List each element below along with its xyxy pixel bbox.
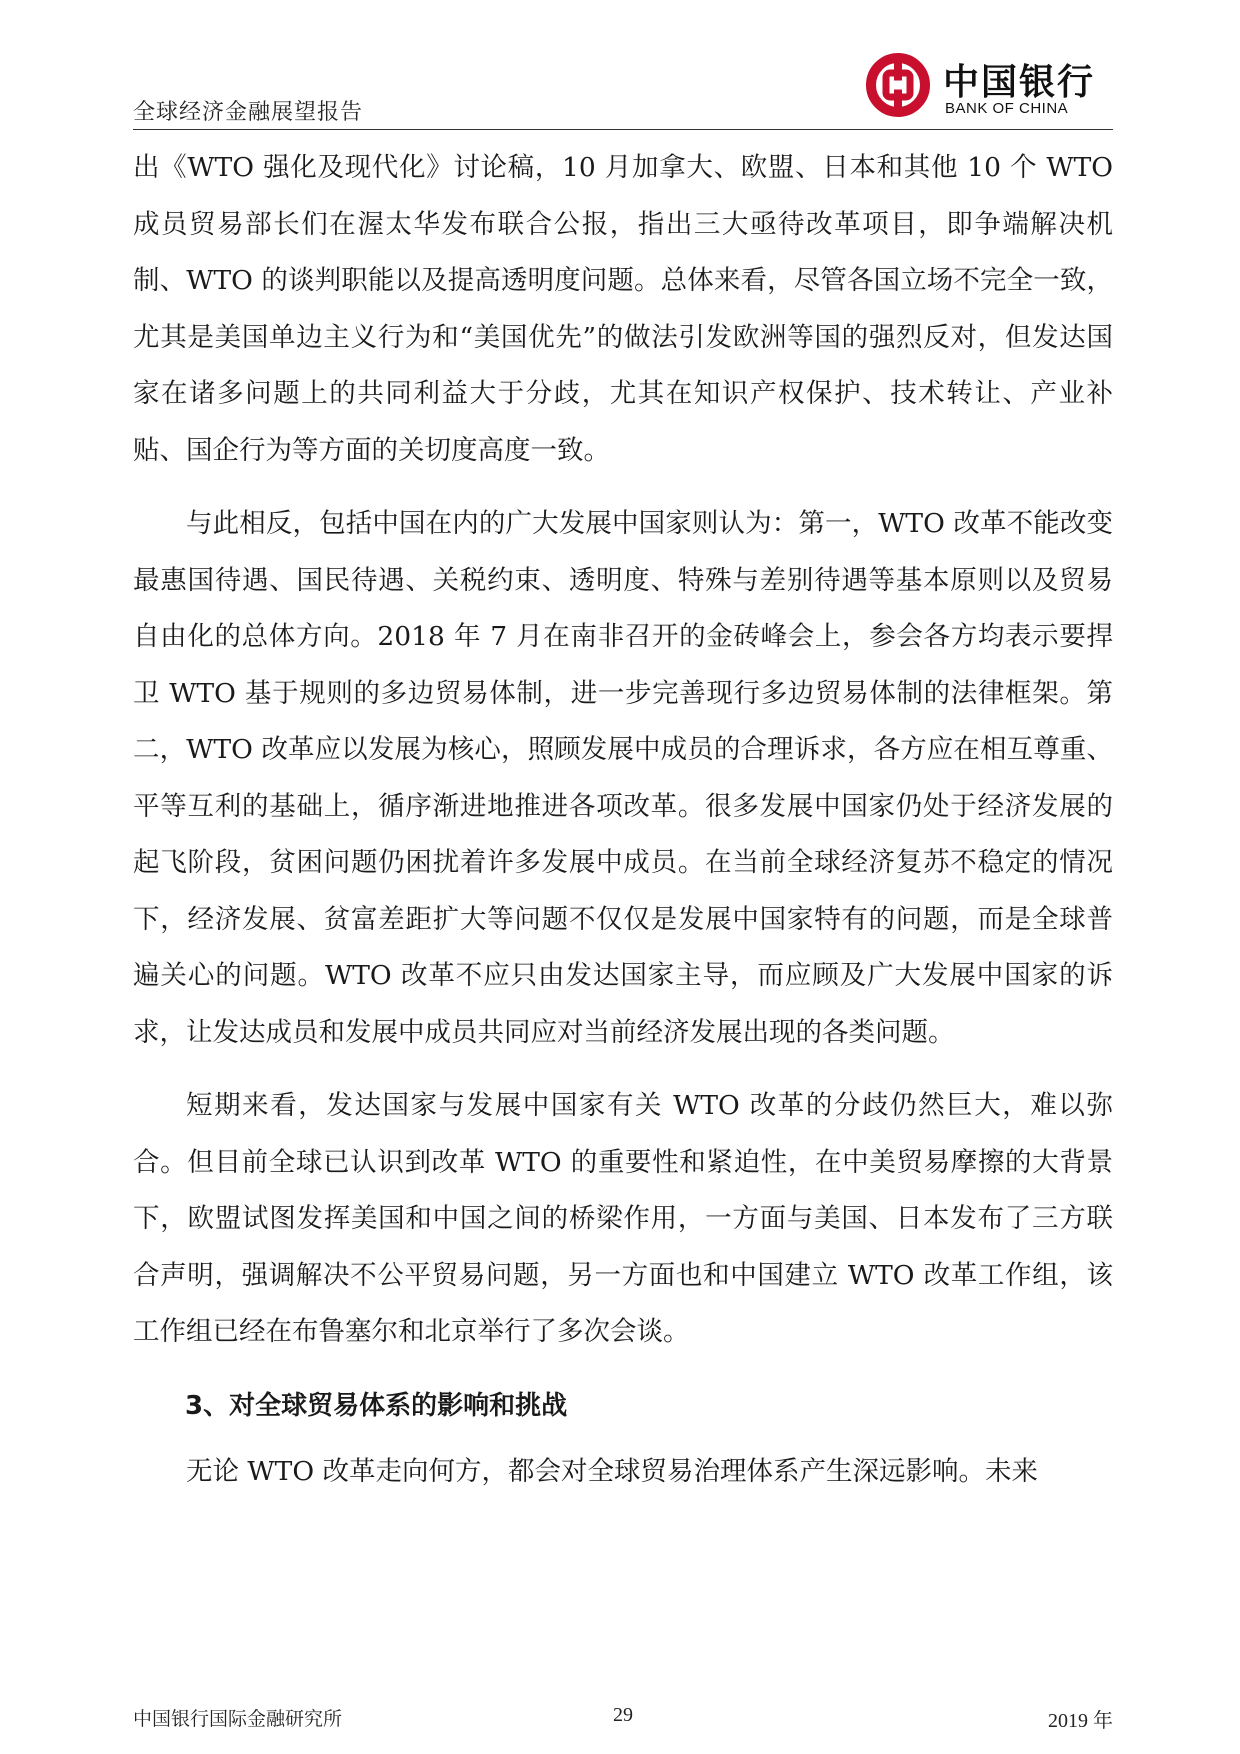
- bank-of-china-logo: [865, 52, 1113, 122]
- body-paragraph: 短期来看，发达国家与发展中国家有关 WTO 改革的分歧仍然巨大，难以弥合。但目前全球已认识到改革 WTO 的重要性和紧迫性，在中美贸易摩擦的大背景下，欧盟试图发挥美国和中国之间的桥梁作用，一方面与美国、日本发布了三方联合声明，强调解决不公平贸易问题，另一方面也和中国建立 WTO 改革工作组，该工作组已经在布鲁塞尔和北京举行了多次会谈。: [133, 1090, 1113, 1347]
- body-paragraph: 与此相反，包括中国在内的广大发展中国家则认为：第一，WTO 改革不能改变最惠国待遇、国民待遇、关税约束、透明度、特殊与差别待遇等基本原则以及贸易自由化的总体方向。2018 年 7 月在南非召开的金砖峰会上，参会各方均表示要捍卫 WTO 基于规则的多边贸易体制，进一步完善现行多边贸易体制的法律框架。第二，WTO 改革应以发展为核心，照顾发展中成员的合理诉求，各方应在相互尊重、平等互利的基础上，循序渐进地推进各项改革。很多发展中国家仍处于经济发展的起飞阶段，贫困问题仍困扰着许多发展中成员。在当前全球经济复苏不稳定的情况下，经济发展、贫富差距扩大等问题不仅仅是发展中国家特有的问题，而是全球普遍关心的问题。WTO 改革不应只由发达国家主导，而应顾及广大发展中国家的诉求，让发达成员和发展中成员共同应对当前经济发展出现的各类问题。: [133, 508, 1113, 1048]
- logo-chinese-name: 中国银行: [943, 61, 1096, 103]
- page-footer: [133, 1704, 1113, 1734]
- section-heading: 3、对全球贸易体系的影响和挑战: [185, 1390, 568, 1421]
- body-paragraph-continued: 出《WTO 强化及现代化》讨论稿，10 月加拿大、欧盟、日本和其他 10 个 WTO 成员贸易部长们在渥太华发布联合公报，指出三大亟待改革项目，即争端解决机制、WTO 的谈判职能以及提高透明度问题。总体来看，尽管各国立场不完全一致，尤其是美国单边主义行为和“美国优先”的做法引发欧洲等国的强烈反对，但发达国家在诸多问题上的共同利益大于分歧，尤其在知识产权保护、技术转让、产业补贴、国企行为等方面的关切度高度一致。: [133, 152, 1113, 466]
- header-divider: [133, 129, 1113, 130]
- page-body: [133, 140, 1113, 1501]
- body-paragraph: 无论 WTO 改革走向何方，都会对全球贸易治理体系产生深远影响。未来: [186, 1456, 1038, 1487]
- logo-english-name: BANK OF CHINA: [945, 100, 1069, 117]
- bank-of-china-emblem-icon: [865, 52, 931, 118]
- page-header: [133, 52, 1113, 128]
- footer-institute: 中国银行国际金融研究所: [133, 1708, 343, 1730]
- page-number: 29: [613, 1704, 633, 1726]
- footer-year: 2019 年: [1048, 1710, 1113, 1732]
- report-title: 全球经济金融展望报告: [133, 100, 364, 125]
